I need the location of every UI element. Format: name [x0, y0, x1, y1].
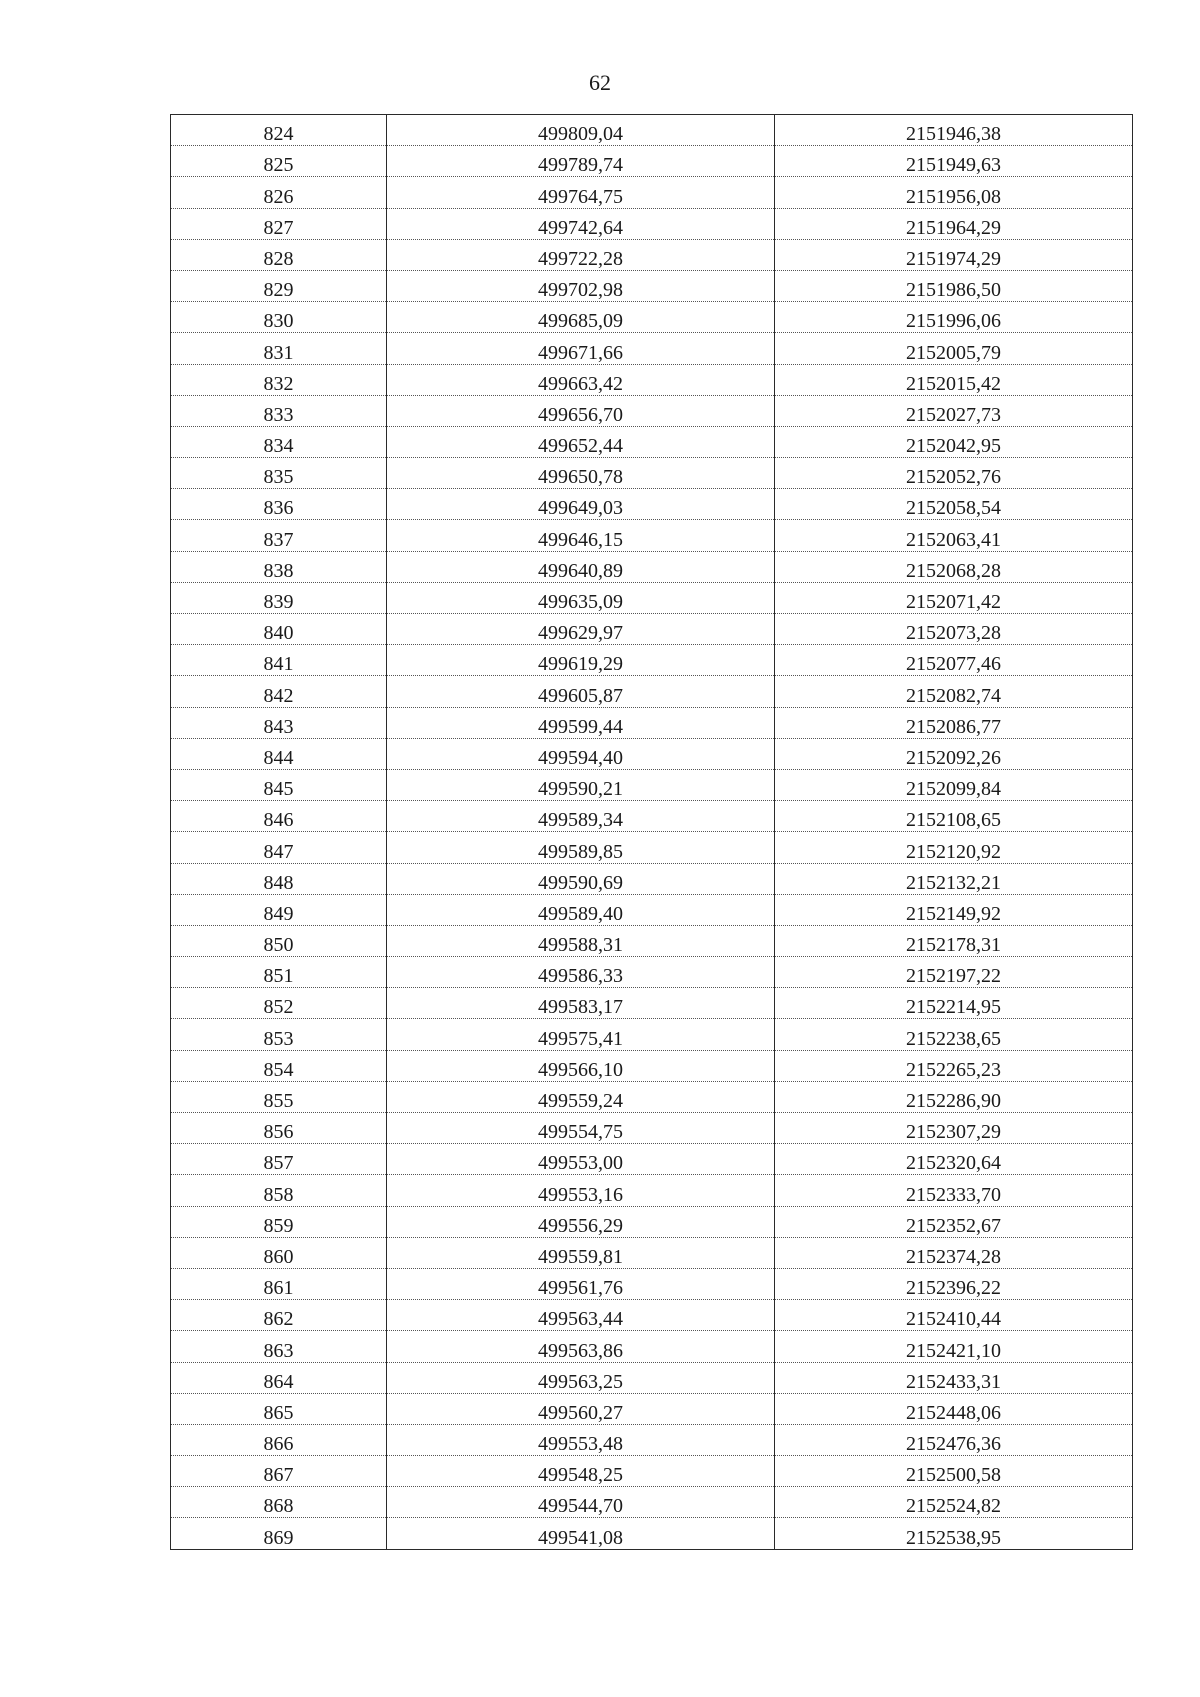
y-coordinate-cell: 2151956,08: [775, 177, 1133, 208]
x-coordinate-cell: 499588,31: [387, 925, 775, 956]
table-row: [171, 426, 1133, 457]
x-coordinate-cell: 499589,40: [387, 894, 775, 925]
x-coordinate-cell: 499554,75: [387, 1113, 775, 1144]
point-number-cell: 863: [171, 1331, 387, 1362]
y-coordinate-cell: 2152027,73: [775, 395, 1133, 426]
point-number-cell: 838: [171, 551, 387, 582]
point-number-cell: 835: [171, 458, 387, 489]
x-coordinate-cell: 499566,10: [387, 1050, 775, 1081]
x-coordinate-cell: 499553,48: [387, 1424, 775, 1455]
coordinates-table: [170, 114, 1133, 1550]
point-number-cell: 824: [171, 115, 387, 146]
x-coordinate-cell: 499559,81: [387, 1237, 775, 1268]
point-number-cell: 853: [171, 1019, 387, 1050]
x-coordinate-cell: 499563,25: [387, 1362, 775, 1393]
table-row: [171, 1050, 1133, 1081]
table-row: [171, 115, 1133, 146]
table-row: [171, 1487, 1133, 1518]
table-row: [171, 582, 1133, 613]
x-coordinate-cell: 499589,34: [387, 801, 775, 832]
point-number-cell: 850: [171, 925, 387, 956]
point-number-cell: 845: [171, 769, 387, 800]
x-coordinate-cell: 499541,08: [387, 1518, 775, 1549]
y-coordinate-cell: 2152352,67: [775, 1206, 1133, 1237]
x-coordinate-cell: 499722,28: [387, 239, 775, 270]
x-coordinate-cell: 499671,66: [387, 333, 775, 364]
y-coordinate-cell: 2152099,84: [775, 769, 1133, 800]
table-row: [171, 863, 1133, 894]
x-coordinate-cell: 499789,74: [387, 146, 775, 177]
point-number-cell: 842: [171, 676, 387, 707]
y-coordinate-cell: 2152132,21: [775, 863, 1133, 894]
y-coordinate-cell: 2152238,65: [775, 1019, 1133, 1050]
y-coordinate-cell: 2152082,74: [775, 676, 1133, 707]
x-coordinate-cell: 499619,29: [387, 645, 775, 676]
table-row: [171, 333, 1133, 364]
table-row: [171, 925, 1133, 956]
table-row: [171, 1300, 1133, 1331]
point-number-cell: 832: [171, 364, 387, 395]
y-coordinate-cell: 2152197,22: [775, 957, 1133, 988]
x-coordinate-cell: 499586,33: [387, 957, 775, 988]
table-row: [171, 1081, 1133, 1112]
x-coordinate-cell: 499556,29: [387, 1206, 775, 1237]
y-coordinate-cell: 2152068,28: [775, 551, 1133, 582]
table-row: [171, 239, 1133, 270]
y-coordinate-cell: 2152052,76: [775, 458, 1133, 489]
table-row: [171, 1362, 1133, 1393]
x-coordinate-cell: 499544,70: [387, 1487, 775, 1518]
coordinates-table-body: [171, 115, 1133, 1550]
table-row: [171, 1456, 1133, 1487]
table-row: [171, 551, 1133, 582]
point-number-cell: 855: [171, 1081, 387, 1112]
x-coordinate-cell: 499652,44: [387, 426, 775, 457]
y-coordinate-cell: 2152073,28: [775, 614, 1133, 645]
y-coordinate-cell: 2152005,79: [775, 333, 1133, 364]
y-coordinate-cell: 2152120,92: [775, 832, 1133, 863]
x-coordinate-cell: 499560,27: [387, 1393, 775, 1424]
point-number-cell: 826: [171, 177, 387, 208]
x-coordinate-cell: 499809,04: [387, 115, 775, 146]
x-coordinate-cell: 499646,15: [387, 520, 775, 551]
x-coordinate-cell: 499590,21: [387, 769, 775, 800]
x-coordinate-cell: 499649,03: [387, 489, 775, 520]
x-coordinate-cell: 499702,98: [387, 270, 775, 301]
table-row: [171, 489, 1133, 520]
x-coordinate-cell: 499663,42: [387, 364, 775, 395]
table-row: [171, 676, 1133, 707]
table-row: [171, 520, 1133, 551]
y-coordinate-cell: 2152307,29: [775, 1113, 1133, 1144]
table-row: [171, 957, 1133, 988]
y-coordinate-cell: 2152058,54: [775, 489, 1133, 520]
table-row: [171, 738, 1133, 769]
y-coordinate-cell: 2152214,95: [775, 988, 1133, 1019]
table-row: [171, 1518, 1133, 1549]
y-coordinate-cell: 2152077,46: [775, 645, 1133, 676]
y-coordinate-cell: 2152524,82: [775, 1487, 1133, 1518]
y-coordinate-cell: 2152333,70: [775, 1175, 1133, 1206]
table-row: [171, 894, 1133, 925]
point-number-cell: 854: [171, 1050, 387, 1081]
table-row: [171, 458, 1133, 489]
x-coordinate-cell: 499548,25: [387, 1456, 775, 1487]
x-coordinate-cell: 499685,09: [387, 302, 775, 333]
table-row: [171, 645, 1133, 676]
y-coordinate-cell: 2152086,77: [775, 707, 1133, 738]
x-coordinate-cell: 499559,24: [387, 1081, 775, 1112]
x-coordinate-cell: 499742,64: [387, 208, 775, 239]
point-number-cell: 825: [171, 146, 387, 177]
point-number-cell: 830: [171, 302, 387, 333]
x-coordinate-cell: 499656,70: [387, 395, 775, 426]
y-coordinate-cell: 2152042,95: [775, 426, 1133, 457]
table-row: [171, 1113, 1133, 1144]
point-number-cell: 868: [171, 1487, 387, 1518]
point-number-cell: 867: [171, 1456, 387, 1487]
table-row: [171, 395, 1133, 426]
table-row: [171, 1268, 1133, 1299]
x-coordinate-cell: 499561,76: [387, 1268, 775, 1299]
x-coordinate-cell: 499599,44: [387, 707, 775, 738]
table-row: [171, 364, 1133, 395]
point-number-cell: 847: [171, 832, 387, 863]
x-coordinate-cell: 499635,09: [387, 582, 775, 613]
x-coordinate-cell: 499650,78: [387, 458, 775, 489]
y-coordinate-cell: 2152374,28: [775, 1237, 1133, 1268]
point-number-cell: 844: [171, 738, 387, 769]
table-row: [171, 1237, 1133, 1268]
y-coordinate-cell: 2151996,06: [775, 302, 1133, 333]
table-row: [171, 1206, 1133, 1237]
point-number-cell: 829: [171, 270, 387, 301]
y-coordinate-cell: 2151986,50: [775, 270, 1133, 301]
point-number-cell: 864: [171, 1362, 387, 1393]
point-number-cell: 852: [171, 988, 387, 1019]
y-coordinate-cell: 2152108,65: [775, 801, 1133, 832]
point-number-cell: 851: [171, 957, 387, 988]
y-coordinate-cell: 2152476,36: [775, 1424, 1133, 1455]
x-coordinate-cell: 499553,16: [387, 1175, 775, 1206]
table-row: [171, 1424, 1133, 1455]
point-number-cell: 841: [171, 645, 387, 676]
point-number-cell: 839: [171, 582, 387, 613]
y-coordinate-cell: 2152015,42: [775, 364, 1133, 395]
point-number-cell: 858: [171, 1175, 387, 1206]
point-number-cell: 856: [171, 1113, 387, 1144]
point-number-cell: 833: [171, 395, 387, 426]
table-row: [171, 302, 1133, 333]
table-row: [171, 769, 1133, 800]
point-number-cell: 836: [171, 489, 387, 520]
y-coordinate-cell: 2151946,38: [775, 115, 1133, 146]
y-coordinate-cell: 2152410,44: [775, 1300, 1133, 1331]
y-coordinate-cell: 2152149,92: [775, 894, 1133, 925]
point-number-cell: 862: [171, 1300, 387, 1331]
x-coordinate-cell: 499594,40: [387, 738, 775, 769]
y-coordinate-cell: 2152286,90: [775, 1081, 1133, 1112]
point-number-cell: 866: [171, 1424, 387, 1455]
table-row: [171, 1393, 1133, 1424]
x-coordinate-cell: 499583,17: [387, 988, 775, 1019]
y-coordinate-cell: 2152448,06: [775, 1393, 1133, 1424]
table-row: [171, 832, 1133, 863]
y-coordinate-cell: 2151964,29: [775, 208, 1133, 239]
y-coordinate-cell: 2152063,41: [775, 520, 1133, 551]
y-coordinate-cell: 2152265,23: [775, 1050, 1133, 1081]
point-number-cell: 827: [171, 208, 387, 239]
table-row: [171, 988, 1133, 1019]
y-coordinate-cell: 2152178,31: [775, 925, 1133, 956]
x-coordinate-cell: 499764,75: [387, 177, 775, 208]
x-coordinate-cell: 499640,89: [387, 551, 775, 582]
table-row: [171, 614, 1133, 645]
table-row: [171, 1175, 1133, 1206]
point-number-cell: 857: [171, 1144, 387, 1175]
point-number-cell: 861: [171, 1268, 387, 1299]
point-number-cell: 849: [171, 894, 387, 925]
point-number-cell: 859: [171, 1206, 387, 1237]
point-number-cell: 837: [171, 520, 387, 551]
x-coordinate-cell: 499589,85: [387, 832, 775, 863]
x-coordinate-cell: 499563,44: [387, 1300, 775, 1331]
table-row: [171, 707, 1133, 738]
point-number-cell: 831: [171, 333, 387, 364]
point-number-cell: 846: [171, 801, 387, 832]
y-coordinate-cell: 2151974,29: [775, 239, 1133, 270]
y-coordinate-cell: 2152500,58: [775, 1456, 1133, 1487]
x-coordinate-cell: 499575,41: [387, 1019, 775, 1050]
x-coordinate-cell: 499563,86: [387, 1331, 775, 1362]
page-number: 62: [589, 70, 611, 95]
x-coordinate-cell: 499605,87: [387, 676, 775, 707]
point-number-cell: 869: [171, 1518, 387, 1549]
x-coordinate-cell: 499590,69: [387, 863, 775, 894]
y-coordinate-cell: 2152538,95: [775, 1518, 1133, 1549]
y-coordinate-cell: 2152396,22: [775, 1268, 1133, 1299]
y-coordinate-cell: 2152433,31: [775, 1362, 1133, 1393]
point-number-cell: 828: [171, 239, 387, 270]
point-number-cell: 860: [171, 1237, 387, 1268]
table-row: [171, 1144, 1133, 1175]
table-row: [171, 1331, 1133, 1362]
point-number-cell: 843: [171, 707, 387, 738]
point-number-cell: 840: [171, 614, 387, 645]
table-row: [171, 1019, 1133, 1050]
y-coordinate-cell: 2151949,63: [775, 146, 1133, 177]
x-coordinate-cell: 499553,00: [387, 1144, 775, 1175]
table-row: [171, 177, 1133, 208]
y-coordinate-cell: 2152071,42: [775, 582, 1133, 613]
point-number-cell: 848: [171, 863, 387, 894]
point-number-cell: 834: [171, 426, 387, 457]
y-coordinate-cell: 2152320,64: [775, 1144, 1133, 1175]
y-coordinate-cell: 2152092,26: [775, 738, 1133, 769]
x-coordinate-cell: 499629,97: [387, 614, 775, 645]
table-row: [171, 801, 1133, 832]
table-row: [171, 146, 1133, 177]
y-coordinate-cell: 2152421,10: [775, 1331, 1133, 1362]
table-row: [171, 270, 1133, 301]
point-number-cell: 865: [171, 1393, 387, 1424]
table-row: [171, 208, 1133, 239]
